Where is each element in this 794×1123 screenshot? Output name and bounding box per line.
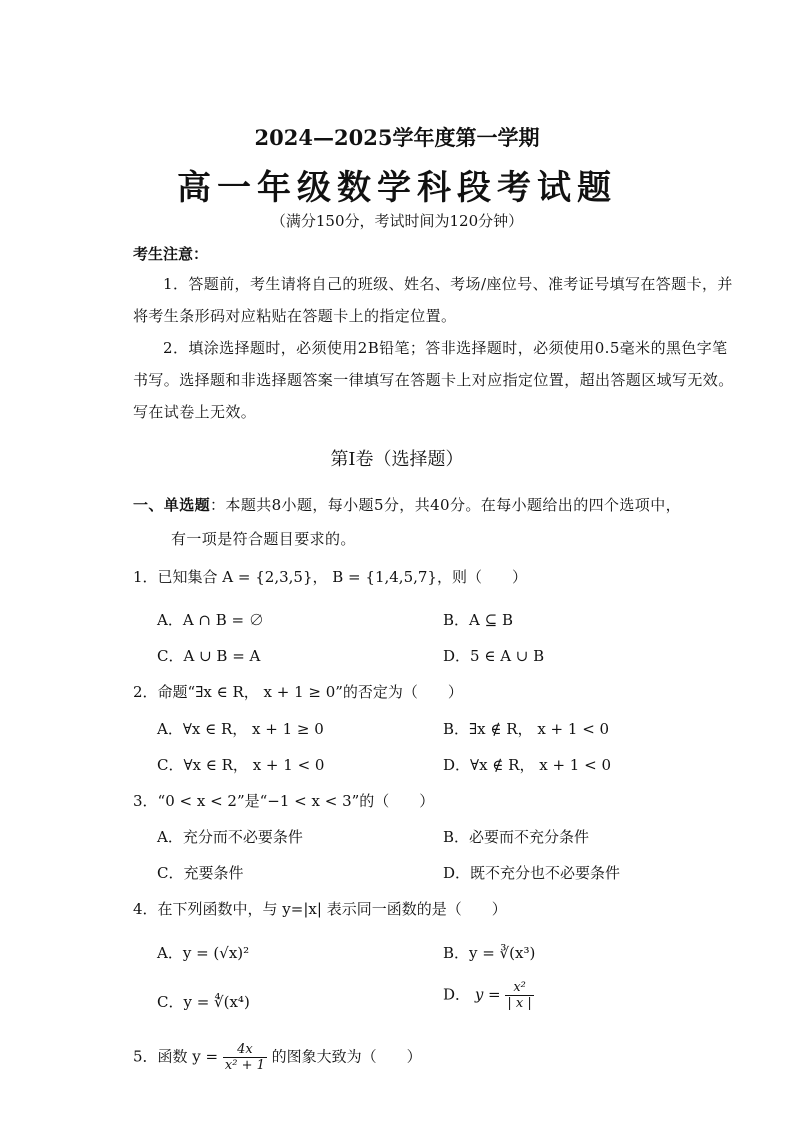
question-4-stem: 4．在下列函数中，与 y=|x| 表示同一函数的是（ ） bbox=[133, 900, 507, 918]
question-1-option-b: B．A ⊆ B bbox=[443, 611, 513, 629]
question-3-option-d: D．既不充分也不必要条件 bbox=[443, 864, 621, 882]
question-4-option-d-lhs: y = bbox=[474, 985, 501, 1004]
question-4-option-b: B．y = ∛(x³) bbox=[443, 944, 536, 962]
part-title: 第Ⅰ卷（选择题） bbox=[330, 449, 464, 470]
question-2-stem: 2．命题“∃x ∈ R， x + 1 ≥ 0”的否定为（ ） bbox=[133, 683, 463, 701]
question-3-option-b: B．必要而不充分条件 bbox=[443, 828, 590, 846]
notice-heading: 考生注意： bbox=[133, 245, 209, 263]
notice-item-1: 1．答题前，考生请将自己的班级、姓名、考场/座位号、准考证号填写在答题卡，并将考生条形码对应粘贴在答题卡上的指定位置。 bbox=[133, 275, 733, 325]
fraction-numerator: x² bbox=[505, 980, 533, 996]
section-desc-line2: 有一项是符合题目要求的。 bbox=[171, 530, 356, 548]
question-5-stem bbox=[133, 1042, 422, 1073]
fraction-numerator: 4x bbox=[223, 1042, 267, 1058]
notice-item-2: 2．填涂选择题时，必须使用2B铅笔；答非选择题时，必须使用0.5毫米的黑色字笔书写。选择题和非选择题答案一律填写在答题卡上对应指定位置，超出答题区域写无效。写在试卷上无效。 bbox=[133, 339, 734, 421]
question-4-option-d bbox=[443, 980, 534, 1011]
fraction-denominator: x² + 1 bbox=[224, 1058, 265, 1073]
question-1-option-c: C．A ∪ B = A bbox=[157, 647, 261, 665]
section-label: 一、单选题 bbox=[133, 496, 211, 514]
question-2-option-c: C．∀x ∈ R， x + 1 < 0 bbox=[157, 756, 325, 774]
question-2-option-a: A．∀x ∈ R， x + 1 ≥ 0 bbox=[157, 720, 324, 738]
question-1-stem: 1．已知集合 A = {2,3,5}， B = {1,4,5,7}，则（ ） bbox=[133, 568, 527, 586]
section-instructions bbox=[133, 488, 743, 556]
question-1-option-d: D．5 ∈ A ∪ B bbox=[443, 647, 545, 665]
exam-subtitle: （满分150分，考试时间为120分钟） bbox=[270, 212, 524, 230]
question-2-option-b: B．∃x ∉ R， x + 1 < 0 bbox=[443, 720, 610, 738]
question-1-option-a: A．A ∩ B = ∅ bbox=[157, 611, 264, 629]
section-desc-line1: ：本题共8小题，每小题5分，共40分。在每小题给出的四个选项中， bbox=[210, 496, 681, 514]
question-4-option-d-fraction bbox=[505, 980, 533, 1011]
question-5-stem-suffix: 的图象大致为（ ） bbox=[271, 1047, 422, 1066]
question-3-option-c: C．充要条件 bbox=[157, 864, 244, 882]
question-3-option-a: A．充分而不必要条件 bbox=[157, 828, 303, 846]
question-4-option-c: C．y = ∜(x⁴) bbox=[157, 993, 250, 1011]
fraction-denominator: | x | bbox=[507, 996, 532, 1011]
exam-title: 高一年级数学科段考试题 bbox=[177, 168, 617, 208]
question-5-stem-prefix: 5．函数 y = bbox=[133, 1047, 219, 1066]
question-5-fraction bbox=[223, 1042, 267, 1073]
question-2-option-d: D．∀x ∉ R， x + 1 < 0 bbox=[443, 756, 611, 774]
question-4-option-d-label: D． bbox=[443, 985, 471, 1004]
question-4-option-a: A．y = (√x)² bbox=[157, 944, 250, 962]
exam-year-title: 2024—2025学年度第一学期 bbox=[254, 125, 540, 150]
question-3-stem: 3．“0 < x < 2”是“−1 < x < 3”的（ ） bbox=[133, 792, 435, 810]
